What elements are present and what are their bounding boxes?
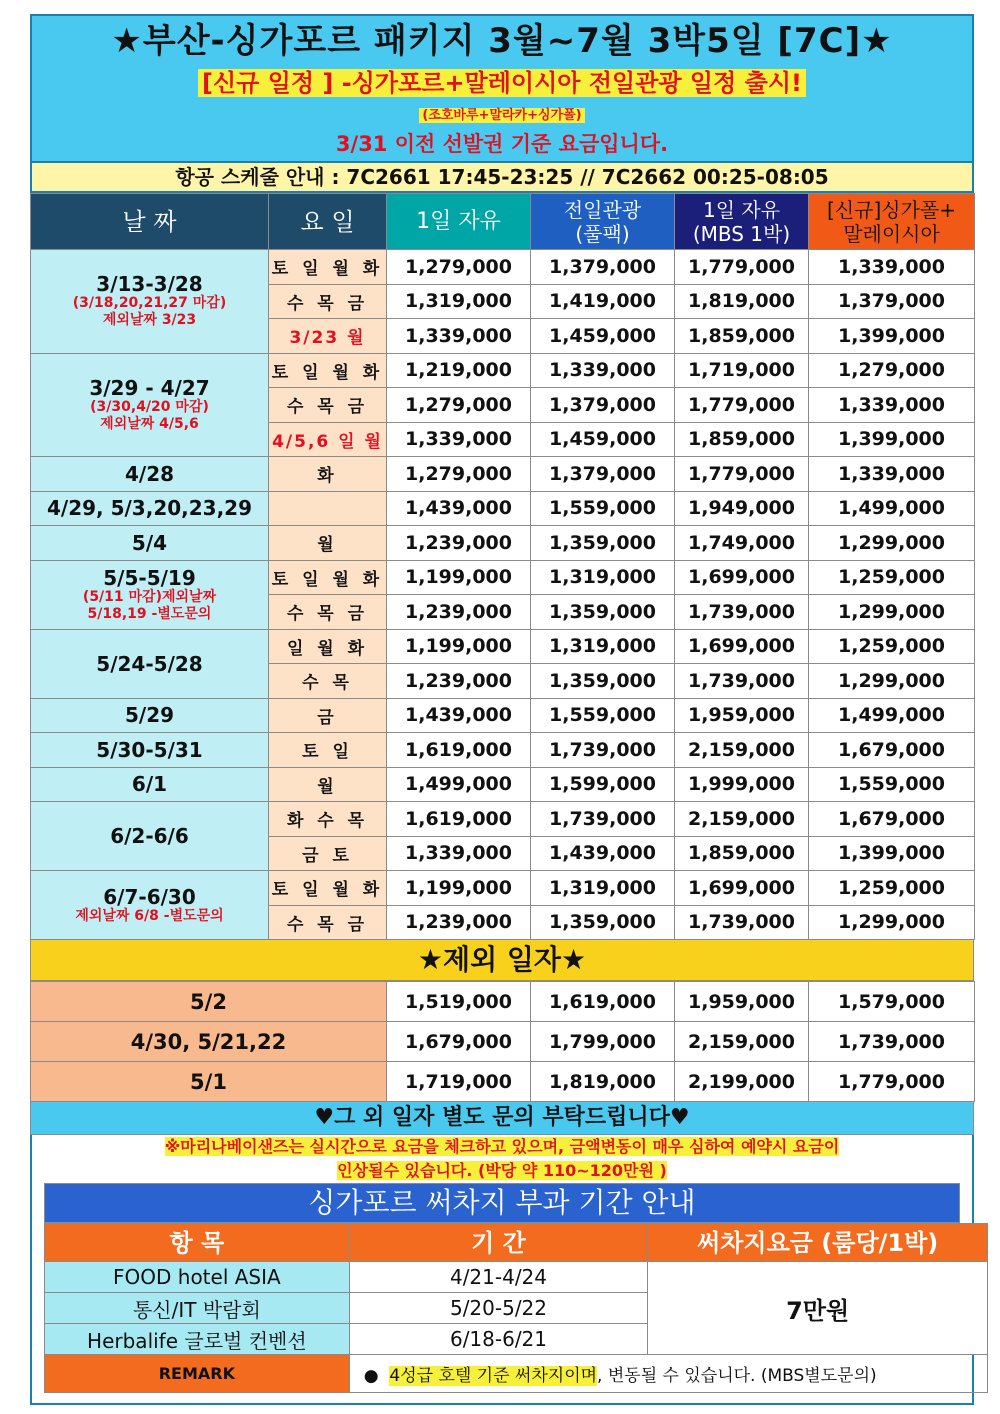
price-cell: 1,579,000	[809, 982, 975, 1022]
price-cell: 1,379,000	[809, 284, 975, 319]
price-cell: 1,619,000	[387, 802, 531, 837]
price-cell: 1,679,000	[809, 733, 975, 768]
weekday-cell: 토 일 월 화	[269, 353, 387, 388]
price-cell: 1,399,000	[809, 422, 975, 457]
price-cell: 1,619,000	[387, 733, 531, 768]
date-range: 3/13-3/28 (3/18,20,21,27 마감) 제외날짜 3/23	[31, 250, 269, 354]
price-row	[31, 526, 975, 561]
date-note: (5/11 마감)제외날짜	[82, 588, 217, 605]
price-cell: 1,239,000	[387, 664, 531, 699]
price-cell: 1,239,000	[387, 526, 531, 561]
price-cell: 1,619,000	[531, 982, 675, 1022]
price-cell: 1,739,000	[675, 595, 809, 630]
price-cell: 1,439,000	[387, 698, 531, 733]
weekday-cell: 토 일 월 화	[269, 560, 387, 595]
price-cell: 2,159,000	[675, 1022, 809, 1062]
weekday-cell: 수 목	[269, 664, 387, 699]
excluded-table	[30, 981, 975, 1102]
weekday-cell: 화	[269, 457, 387, 492]
price-row	[31, 871, 975, 906]
price-table-header	[31, 194, 975, 250]
price-cell: 1,599,000	[531, 767, 675, 802]
excluded-row	[31, 982, 975, 1022]
price-cell: 1,359,000	[531, 526, 675, 561]
price-cell: 1,959,000	[675, 698, 809, 733]
price-cell: 1,819,000	[531, 1062, 675, 1102]
price-cell: 1,749,000	[675, 526, 809, 561]
price-cell: 1,699,000	[675, 560, 809, 595]
surcharge-title: 싱가포르 써차지 부과 기간 안내	[44, 1183, 960, 1223]
price-cell: 1,679,000	[387, 1022, 531, 1062]
price-table	[30, 193, 975, 940]
price-cell: 1,959,000	[675, 982, 809, 1022]
weekday-cell	[269, 491, 387, 526]
price-cell: 1,359,000	[531, 664, 675, 699]
notice-section	[30, 1135, 974, 1405]
weekday-cell: 토 일	[269, 733, 387, 768]
inquiry-notice: ♥그 외 일자 별도 문의 부탁드립니다♥	[30, 1102, 974, 1135]
weekday-cell: 수 목 금	[269, 905, 387, 940]
price-cell: 1,439,000	[387, 491, 531, 526]
date-note: 제외날짜 3/23	[102, 312, 197, 329]
price-table-body	[31, 250, 975, 940]
price-cell: 1,339,000	[387, 422, 531, 457]
price-cell: 1,239,000	[387, 595, 531, 630]
price-cell: 1,399,000	[809, 319, 975, 354]
price-row	[31, 250, 975, 285]
surcharge-item: FOOD hotel ASIA	[45, 1262, 350, 1293]
surcharge-period: 5/20-5/22	[349, 1293, 648, 1324]
price-cell: 1,399,000	[809, 836, 975, 871]
price-row	[31, 767, 975, 802]
price-cell: 1,199,000	[387, 629, 531, 664]
price-cell: 1,319,000	[531, 629, 675, 664]
price-cell: 1,739,000	[675, 905, 809, 940]
price-cell: 1,739,000	[531, 802, 675, 837]
price-row	[31, 491, 975, 526]
surcharge-item: 통신/IT 박람회	[45, 1293, 350, 1324]
price-cell: 1,779,000	[809, 1062, 975, 1102]
price-cell: 1,339,000	[809, 457, 975, 492]
price-cell: 1,319,000	[531, 871, 675, 906]
price-cell: 1,259,000	[809, 560, 975, 595]
price-cell: 1,699,000	[675, 871, 809, 906]
price-cell: 1,379,000	[531, 250, 675, 285]
price-cell: 1,299,000	[809, 664, 975, 699]
price-row	[31, 802, 975, 837]
price-cell: 1,779,000	[675, 388, 809, 423]
price-cell: 1,699,000	[675, 629, 809, 664]
surcharge-col-item: 항 목	[45, 1224, 350, 1262]
price-cell: 1,339,000	[809, 250, 975, 285]
price-cell: 1,339,000	[387, 836, 531, 871]
price-cell: 2,159,000	[675, 802, 809, 837]
price-cell: 1,279,000	[387, 250, 531, 285]
weekday-cell: 금 토	[269, 836, 387, 871]
excluded-dates-title: ★제외 일자★	[30, 940, 974, 981]
price-row	[31, 698, 975, 733]
excluded-date: 5/1	[31, 1062, 387, 1102]
price-cell: 1,299,000	[809, 595, 975, 630]
column-full-tour: 전일관광 (풀팩)	[531, 194, 675, 250]
price-cell: 1,279,000	[387, 457, 531, 492]
remark-label: REMARK	[45, 1355, 350, 1393]
price-cell: 1,319,000	[387, 284, 531, 319]
weekday-cell: 금	[269, 698, 387, 733]
price-cell: 1,679,000	[809, 802, 975, 837]
price-cell: 1,859,000	[675, 836, 809, 871]
price-cell: 1,339,000	[531, 353, 675, 388]
price-cell: 1,559,000	[531, 698, 675, 733]
remark-text: ● 4성급 호텔 기준 써차지이며, 변동될 수 있습니다. (MBS별도문의)	[349, 1355, 987, 1393]
price-row	[31, 457, 975, 492]
price-cell: 1,739,000	[809, 1022, 975, 1062]
price-cell: 1,419,000	[531, 284, 675, 319]
column-mbs: 1일 자유 (MBS 1박)	[675, 194, 809, 250]
price-cell: 1,259,000	[809, 871, 975, 906]
price-cell: 1,859,000	[675, 422, 809, 457]
price-cell: 1,559,000	[809, 767, 975, 802]
price-cell: 1,339,000	[809, 388, 975, 423]
date-range: 5/30-5/31	[31, 733, 269, 768]
price-cell: 1,459,000	[531, 422, 675, 457]
fare-basis-notice: 3/31 이전 선발권 기준 요금입니다.	[335, 132, 669, 156]
flight-schedule: 항공 스케줄 안내 : 7C2661 17:45-23:25 // 7C2662 00:25-08:05	[30, 163, 974, 193]
date-range: 4/28	[31, 457, 269, 492]
price-cell: 1,279,000	[387, 388, 531, 423]
price-cell: 1,239,000	[387, 905, 531, 940]
price-row	[31, 733, 975, 768]
price-cell: 1,379,000	[531, 457, 675, 492]
column-new-malaysia: [신규]싱가폴+ 말레이시아	[809, 194, 975, 250]
price-cell: 1,259,000	[809, 629, 975, 664]
excluded-row	[31, 1022, 975, 1062]
surcharge-item: Herbalife 글로벌 컨벤션	[45, 1324, 350, 1355]
weekday-cell: 수 목 금	[269, 388, 387, 423]
price-cell: 1,439,000	[531, 836, 675, 871]
remark-row	[45, 1355, 988, 1393]
date-note: 5/18,19 -별도문의	[87, 605, 212, 622]
date-note: (3/30,4/20 마감)	[90, 398, 209, 415]
date-range: 6/2-6/6	[31, 802, 269, 871]
column-date: 날 짜	[31, 194, 269, 250]
excluded-date: 5/2	[31, 982, 387, 1022]
price-cell: 1,219,000	[387, 353, 531, 388]
date-range: 5/5-5/19 (5/11 마감)제외날짜 5/18,19 -별도문의	[31, 560, 269, 629]
surcharge-col-period: 기 간	[349, 1224, 648, 1262]
price-cell: 1,779,000	[675, 250, 809, 285]
surcharge-table	[44, 1223, 988, 1393]
price-cell: 2,159,000	[675, 733, 809, 768]
price-cell: 1,779,000	[675, 457, 809, 492]
price-cell: 1,359,000	[531, 905, 675, 940]
price-row	[31, 353, 975, 388]
price-cell: 1,739,000	[531, 733, 675, 768]
surcharge-row	[45, 1262, 988, 1293]
weekday-cell: 토 일 월 화	[269, 871, 387, 906]
surcharge-col-fee: 써차지요금 (룸당/1박)	[648, 1224, 988, 1262]
price-cell: 1,799,000	[531, 1022, 675, 1062]
price-cell: 1,999,000	[675, 767, 809, 802]
price-row	[31, 560, 975, 595]
price-row	[31, 629, 975, 664]
bullet-icon: ●	[363, 1366, 379, 1386]
price-cell: 1,559,000	[531, 491, 675, 526]
date-note: 제외날짜 4/5,6	[100, 415, 199, 432]
price-cell: 1,199,000	[387, 560, 531, 595]
price-cell: 1,519,000	[387, 982, 531, 1022]
price-cell: 1,499,000	[809, 491, 975, 526]
price-cell: 1,339,000	[387, 319, 531, 354]
weekday-cell: 월	[269, 526, 387, 561]
price-cell: 1,279,000	[809, 353, 975, 388]
itinerary-cities: (조호바루+말라카+싱가폴)	[419, 108, 584, 123]
price-cell: 1,499,000	[809, 698, 975, 733]
price-cell: 1,499,000	[387, 767, 531, 802]
weekday-cell: 월	[269, 767, 387, 802]
date-range: 6/1	[31, 767, 269, 802]
weekday-cell: 4/5,6 일 월	[269, 422, 387, 457]
price-cell: 2,199,000	[675, 1062, 809, 1102]
date-range: 6/7-6/30 제외날짜 6/8 -별도문의	[31, 871, 269, 940]
sheet-header	[30, 14, 974, 163]
date-note: (3/18,20,21,27 마감)	[72, 295, 227, 312]
excluded-date: 4/30, 5/21,22	[31, 1022, 387, 1062]
price-cell: 1,199,000	[387, 871, 531, 906]
column-free-day: 1일 자유	[387, 194, 531, 250]
surcharge-period: 4/21-4/24	[349, 1262, 648, 1293]
date-range: 5/29	[31, 698, 269, 733]
price-cell: 1,299,000	[809, 905, 975, 940]
date-range: 5/24-5/28	[31, 629, 269, 698]
weekday-cell: 일 월 화	[269, 629, 387, 664]
weekday-cell: 수 목 금	[269, 284, 387, 319]
mbs-warning: ※마리나베이샌즈는 실시간으로 요금을 체크하고 있으며, 금액변동이 매우 심하여 예약시 요금이 인상될수 있습니다. (박당 약 110~120만원 )	[164, 1137, 840, 1180]
column-day: 요 일	[269, 194, 387, 250]
price-cell: 1,719,000	[675, 353, 809, 388]
surcharge-fee: 7만원	[648, 1262, 988, 1355]
price-cell: 1,819,000	[675, 284, 809, 319]
date-note: 제외날짜 6/8 -별도문의	[75, 907, 224, 924]
price-sheet	[30, 14, 974, 1405]
price-cell: 1,359,000	[531, 595, 675, 630]
price-cell: 1,379,000	[531, 388, 675, 423]
date-range: 4/29, 5/3,20,23,29	[31, 491, 269, 526]
price-cell: 1,949,000	[675, 491, 809, 526]
weekday-cell: 수 목 금	[269, 595, 387, 630]
surcharge-period: 6/18-6/21	[349, 1324, 648, 1355]
excluded-table-body	[31, 982, 975, 1102]
price-cell: 1,739,000	[675, 664, 809, 699]
price-cell: 1,719,000	[387, 1062, 531, 1102]
price-cell: 1,859,000	[675, 319, 809, 354]
page-title: ★부산-싱가포르 패키지 3월~7월 3박5일 [7C]★	[111, 21, 893, 61]
price-cell: 1,319,000	[531, 560, 675, 595]
price-cell: 1,299,000	[809, 526, 975, 561]
date-range: 5/4	[31, 526, 269, 561]
weekday-cell: 토 일 월 화	[269, 250, 387, 285]
price-cell: 1,459,000	[531, 319, 675, 354]
weekday-cell: 3/23 월	[269, 319, 387, 354]
excluded-row	[31, 1062, 975, 1102]
new-itinerary-notice: [신규 일정 ] -싱가포르+말레이시아 전일관광 일정 출시!	[198, 69, 806, 97]
weekday-cell: 화 수 목	[269, 802, 387, 837]
date-range: 3/29 - 4/27 (3/30,4/20 마감) 제외날짜 4/5,6	[31, 353, 269, 457]
